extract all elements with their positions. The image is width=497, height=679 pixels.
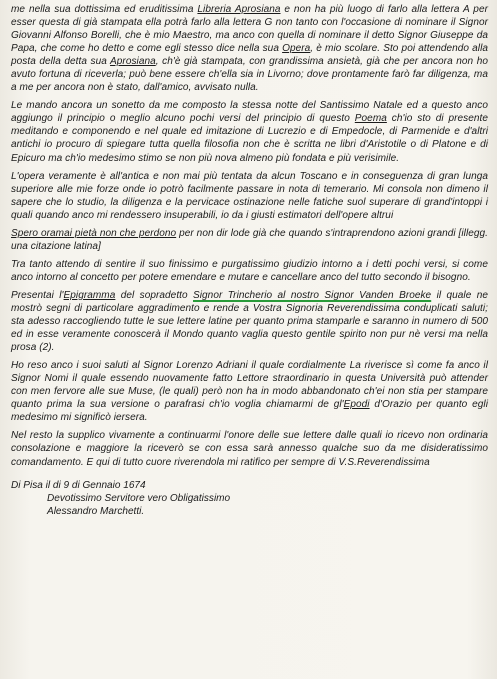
text-segment: Le mando ancora un sonetto da me composto la stessa notte del Santissimo Natale ed a questo anco aggiungo il principio o meglio alcuno pochi versi del principio di questo xyxy=(11,100,488,125)
letter-body xyxy=(11,3,488,469)
paragraph-p3 xyxy=(11,170,488,222)
text-segment: Ho reso anco i suoi saluti al Signor Lorenzo Adriani il quale cordialmente La riverisce sì come fa anco il Signor Nomi il quale essendo nuovamente fatto Lettore straordinario in questa Università può attender con men fervore alle sue Muse, (le quali) però non ha in modo abbandonato ch'ei non stia per stampare quanto prima la sua versione o parafrasi ch'io voglia chiamarmi de gl' xyxy=(11,360,488,411)
underlined-phrase: Epigramma xyxy=(63,289,116,301)
underlined-phrase: Poema xyxy=(354,113,387,125)
underlined-phrase: Libreria Aprosiana xyxy=(197,4,281,15)
paragraph-p4 xyxy=(11,227,488,253)
text-segment: me nella sua dottissima ed eruditissima xyxy=(11,4,198,15)
text-segment: del sopradetto xyxy=(115,289,194,301)
underlined-phrase: Epodi xyxy=(343,399,370,411)
text-segment: , ch'è già stampata, con grandissima ansietà, già che per ancora non ho avuto fortuna di riceverla; può bene essere ch'ella sia in Livorno; dove prontamente farò far diligenza, ma a me per ancora non è stato, dall'amico, avvisato nulla. xyxy=(11,56,488,94)
text-segment: Presentai l' xyxy=(11,289,64,301)
paragraph-p8 xyxy=(11,429,488,468)
date-line: Di Pisa il di 9 di Gennaio 1674 xyxy=(11,479,146,491)
text-segment: per non dir lode già che quando s'intraprendono azioni grandi [illegg. una citazione latina] xyxy=(11,227,488,252)
text-segment: Nel resto la supplico vivamente a continuarmi l'onore delle sue lettere dalle quali io ricevo non ordinaria consolazione e maggiore la riceverò se con essa sarà annesso qualche suo da me disideratissimo comandamento. E qui di tutto cuore riverendola mi ratifico per sempre di V.S.Reverendissima xyxy=(11,430,488,468)
text-segment: ch'io sto di presente meditando e componendo e nel quale ed imitazione di Lucrezio e di Empedocle, di Parmenide e d'altri antichi io procuro di spiegare tutta quella filosofia non che è scritta ne libri d'Aristotile o di Platone e di Epicuro ma ch'io medesimo stimo se non più nova almeno più fondata e più verisimile. xyxy=(11,113,489,164)
paragraph-p1 xyxy=(11,3,488,94)
text-segment: il quale ne mostrò segni di particolare aggradimento e rende a Vostra Signoria Reverendissima conduplicati saluti; sta adesso raccogliendo tutte le sue lettere latine per quanto prima stamparle e saranno in numero di 500 ed in esse veramente conoscerà il Mondo quanto vaglia questo gentile spirito non pur nè versi ma nella prosa (2). xyxy=(11,289,488,354)
paragraph-p5 xyxy=(11,258,488,284)
underlined-phrase: Aprosiana xyxy=(110,56,156,68)
closing-line: Devotissimo Servitore vero Obligatissimo xyxy=(47,492,231,504)
paragraph-p7 xyxy=(11,359,488,424)
paragraph-p2 xyxy=(11,99,488,164)
text-segment: d'Orazio per quanto egli medesimo mi significò iersera. xyxy=(11,399,488,424)
text-segment: L'opera veramente è all'antica e non mai più tentata da alcun Toscano e in conseguenza di gran lunga superiore alle mie forze onde io potrò facilmente passare in nota di temerario. Mi consola non dimeno il sapere che lo studio, la diligenza e la pervicace ostinazione nelle fatiche suol superare di grand'intoppi i quali quando anco mi rendessero insuperabili, io da i giusti estimatori dell'opere altrui xyxy=(11,170,488,221)
signature: Alessandro Marchetti. xyxy=(47,505,145,517)
underlined-phrase: Spero oramai pietà non che perdono xyxy=(11,227,177,239)
underlined-phrase: Opera xyxy=(282,43,311,55)
paragraph-p6 xyxy=(11,289,488,354)
text-segment: Tra tanto attendo di sentire il suo finissimo e purgatissimo giudizio intorno a i detti pochi versi, si come anco intorno al concetto per potere emendare e mutare e cancellare anco del tutto secondo il bisogno. xyxy=(11,258,488,283)
highlighted-phrase: Signor Trincherio al nostro Signor Vanden Broeke xyxy=(193,289,432,301)
text-segment: , è mio scolare. Sto poi attendendo alla posta della detta sua xyxy=(11,43,488,68)
text-segment: e non ha più luogo di farlo alla lettera A per esser questa di già stampata ella potrà farlo alla lettera G non tanto con l'occasione di nominare il Signor Giovanni Alfonso Borelli, che è mio Maestro, ma anco con quella di nominare il detto Signor Giuseppe da Papa, che come ho detto e come egli stesso dice nella sua xyxy=(11,4,488,55)
